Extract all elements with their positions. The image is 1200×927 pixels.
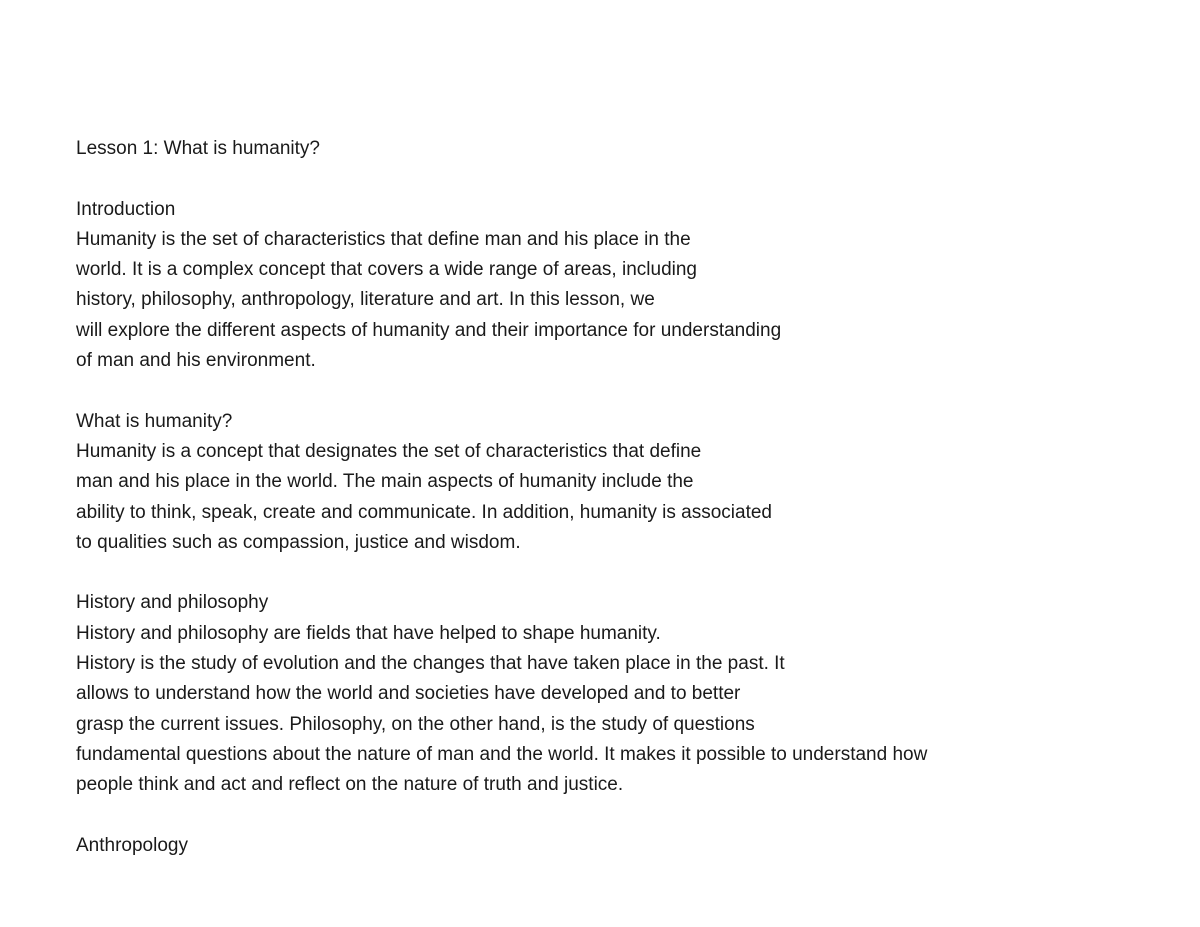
lesson-title: Lesson 1: What is humanity? xyxy=(76,138,320,159)
section-heading-anthropology: Anthropology xyxy=(76,834,188,856)
spacer xyxy=(76,558,1176,588)
section-heading-introduction: Introduction xyxy=(76,198,176,220)
paragraph-line: will explore the different aspects of humanity and their importance for understanding xyxy=(76,319,782,341)
paragraph-line: grasp the current issues. Philosophy, on the other hand, is the study of questions xyxy=(76,713,755,735)
paragraph-line: fundamental questions about the nature of man and the world. It makes it possible to understand how xyxy=(76,743,928,765)
paragraph-line: history, philosophy, anthropology, literature and art. In this lesson, we xyxy=(76,289,655,311)
spacer xyxy=(76,376,1176,406)
paragraph-line: world. It is a complex concept that covers a wide range of areas, including xyxy=(76,259,697,281)
spacer xyxy=(76,801,1176,831)
paragraph-line: History is the study of evolution and the changes that have taken place in the past. It xyxy=(76,653,785,675)
paragraph-line: allows to understand how the world and societies have developed and to better xyxy=(76,683,741,705)
paragraph-line: History and philosophy are fields that have helped to shape humanity. xyxy=(76,622,661,644)
spacer xyxy=(76,164,1176,194)
document-body xyxy=(76,134,1176,861)
paragraph-line: man and his place in the world. The main aspects of humanity include the xyxy=(76,471,694,493)
paragraph-line: ability to think, speak, create and communicate. In addition, humanity is associated xyxy=(76,501,772,523)
paragraph-line: to qualities such as compassion, justice and wisdom. xyxy=(76,531,521,553)
paragraph-line: Humanity is the set of characteristics that define man and his place in the xyxy=(76,228,691,250)
paragraph-line: Humanity is a concept that designates the set of characteristics that define xyxy=(76,440,702,462)
section-heading-history-and-philosophy: History and philosophy xyxy=(76,592,269,614)
paragraph-line: people think and act and reflect on the nature of truth and justice. xyxy=(76,774,624,796)
section-heading-what-is-humanity: What is humanity? xyxy=(76,410,233,432)
paragraph-line: of man and his environment. xyxy=(76,350,316,372)
